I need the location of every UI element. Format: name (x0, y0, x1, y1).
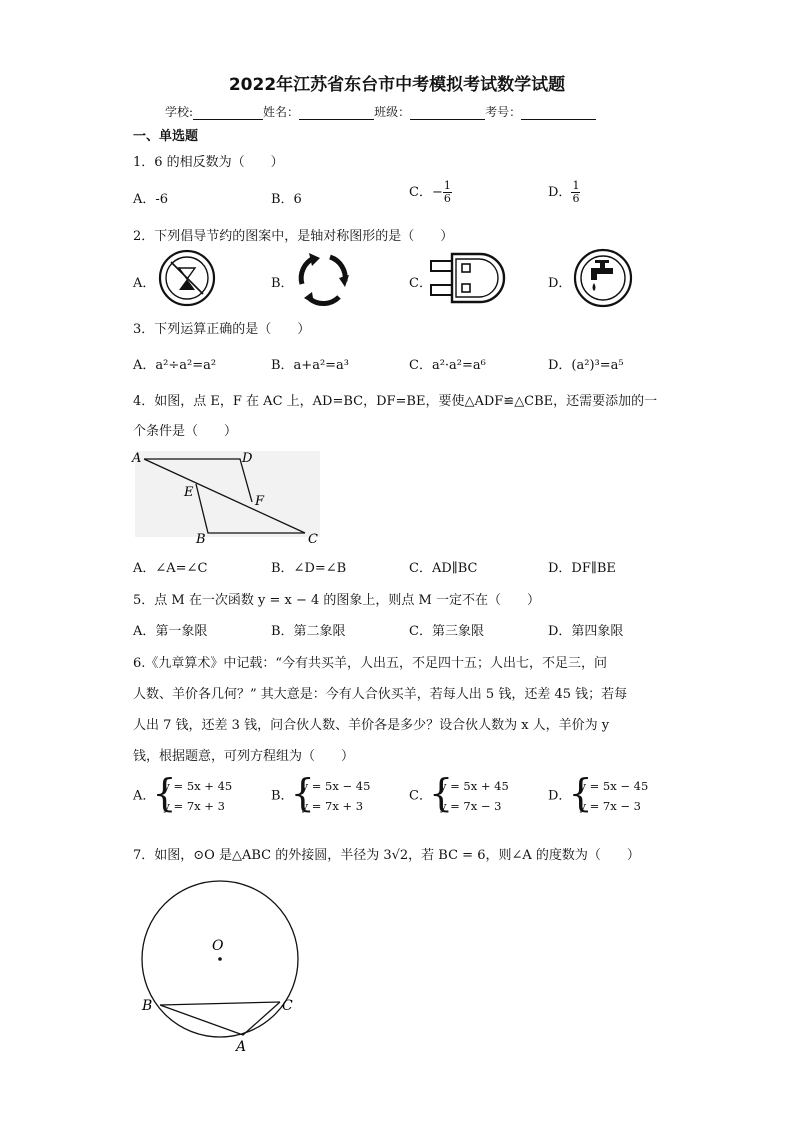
q2-option-c[interactable]: C． (409, 276, 432, 291)
plug-socket-icon (428, 250, 512, 306)
name-field[interactable] (299, 107, 374, 120)
number-label: 考号： (485, 105, 522, 119)
q6-line4: 钱，根据题意，可列方程组为（ ） (133, 749, 355, 764)
label-A: A (132, 451, 142, 466)
q5-option-d[interactable]: D．第四象限 (548, 624, 624, 639)
water-tap-icon (572, 247, 634, 309)
q1-d-fraction (571, 180, 580, 205)
equation-1: { y = 5x + 45 (163, 779, 233, 793)
recycle-icon (292, 248, 354, 308)
fraction-numerator: 1 (443, 179, 451, 192)
q4-option-b[interactable]: B．∠D=∠B (271, 561, 347, 576)
school-label: 学校: (165, 105, 194, 119)
q6-option-d[interactable] (548, 776, 648, 816)
equation-1: { y = 5x − 45 (301, 779, 371, 793)
q6-line3: 人出 7 钱，还差 3 钱，问合伙人数、羊价各是多少？设合伙人数为 x 人，羊价为 y (133, 718, 610, 733)
q6-b-label: B． (271, 788, 294, 804)
student-info-line (165, 103, 596, 120)
q3-stem: 3．下列运算正确的是（ ） (133, 322, 311, 337)
school-field[interactable] (193, 107, 263, 120)
equation-1: { y = 5x + 45 (439, 779, 509, 793)
page-title: 2022年江苏省东台市中考模拟考试数学试题 (228, 75, 566, 95)
label-E: E (184, 485, 194, 500)
equation-system (571, 776, 648, 816)
q2-option-d[interactable]: D． (548, 276, 572, 291)
q5-option-c[interactable]: C．第三象限 (409, 624, 484, 639)
q6-option-a[interactable] (133, 776, 232, 816)
label-F: F (255, 494, 265, 509)
q5-option-b[interactable]: B．第二象限 (271, 624, 346, 639)
q3-option-c[interactable]: C．a²·a²=a⁶ (409, 358, 486, 373)
name-label: 姓名： (263, 105, 300, 119)
q1-stem: 1．6 的相反数为（ ） (133, 155, 284, 170)
q6-line2: 人数、羊价各几何？” 其大意是：今有人合伙买羊，若每人出 5 钱，还差 45 钱；若每 (133, 687, 628, 702)
q1-c-prefix: C．− (409, 185, 443, 200)
q4-quadrilateral-figure (130, 447, 330, 547)
q2-stem: 2．下列倡导节约的图案中，是轴对称图形的是（ ） (133, 229, 454, 244)
q3-option-b[interactable]: B．a+a²=a³ (271, 358, 350, 373)
label-C: C (282, 998, 293, 1014)
label-C: C (308, 532, 318, 547)
q6-line1: 6.《九章算术》中记载：“今有共买羊，人出五，不足四十五；人出七，不足三，问 (133, 656, 608, 671)
q3-option-d[interactable]: D．(a²)³=a⁵ (548, 358, 624, 373)
q1-option-b[interactable]: B．6 (271, 192, 302, 207)
q3-option-a[interactable]: A．a²÷a²=a² (133, 358, 217, 373)
equation-1: { y = 5x − 45 (579, 779, 649, 793)
q6-option-c[interactable] (409, 776, 509, 816)
q4-option-d[interactable]: D．DF∥BE (548, 561, 616, 576)
fraction-denominator: 6 (443, 192, 451, 205)
label-B: B (142, 998, 153, 1014)
q2-option-a[interactable]: A． (133, 276, 156, 291)
q1-option-a[interactable]: A．-6 (133, 192, 169, 207)
label-D: D (242, 451, 253, 466)
equation-2: y = 7x − 3 (579, 799, 641, 813)
q1-option-d[interactable] (548, 180, 580, 205)
equation-system (155, 776, 232, 816)
label-A: A (236, 1039, 247, 1055)
q7-circle-figure (130, 875, 310, 1055)
q4-stem-line2: 个条件是（ ） (133, 424, 238, 439)
label-O: O (212, 938, 224, 954)
q5-stem: 5．点 M 在一次函数 y = x − 4 的图象上，则点 M 一定不在（ ） (133, 593, 540, 608)
equation-system (432, 776, 509, 816)
q7-stem: 7．如图，⊙O 是△ABC 的外接圆，半径为 3√2，若 BC = 6，则∠A 的度数为（ ） (133, 848, 640, 863)
equation-2: y = 7x − 3 (439, 799, 502, 813)
class-field[interactable] (410, 107, 485, 120)
q2-option-b[interactable]: B． (271, 276, 294, 291)
q1-c-fraction (443, 180, 452, 205)
q5-option-a[interactable]: A．第一象限 (133, 624, 208, 639)
section-heading: 一、单选题 (133, 129, 199, 144)
fraction-denominator: 6 (572, 192, 580, 205)
q1-d-prefix: D． (548, 185, 572, 200)
q6-option-b[interactable] (271, 776, 370, 816)
hourglass-no-icon (157, 248, 217, 308)
label-B: B (196, 532, 206, 547)
class-label: 班级： (374, 105, 411, 119)
q1-option-c[interactable] (409, 180, 452, 205)
equation-2: y = 7x + 3 (163, 799, 225, 813)
number-field[interactable] (521, 107, 596, 120)
q4-option-a[interactable]: A．∠A=∠C (133, 561, 208, 576)
equation-2: y = 7x + 3 (301, 799, 364, 813)
equation-system (294, 776, 371, 816)
q4-stem-line1: 4．如图，点 E，F 在 AC 上，AD=BC，DF=BE，要使△ADF≌△CBE，还需要添加的一 (133, 394, 658, 409)
fraction-numerator: 1 (572, 179, 580, 192)
q4-option-c[interactable]: C．AD∥BC (409, 561, 478, 576)
q6-d-label: D． (548, 788, 572, 804)
q6-c-label: C． (409, 788, 432, 804)
q6-a-label: A． (133, 788, 156, 804)
